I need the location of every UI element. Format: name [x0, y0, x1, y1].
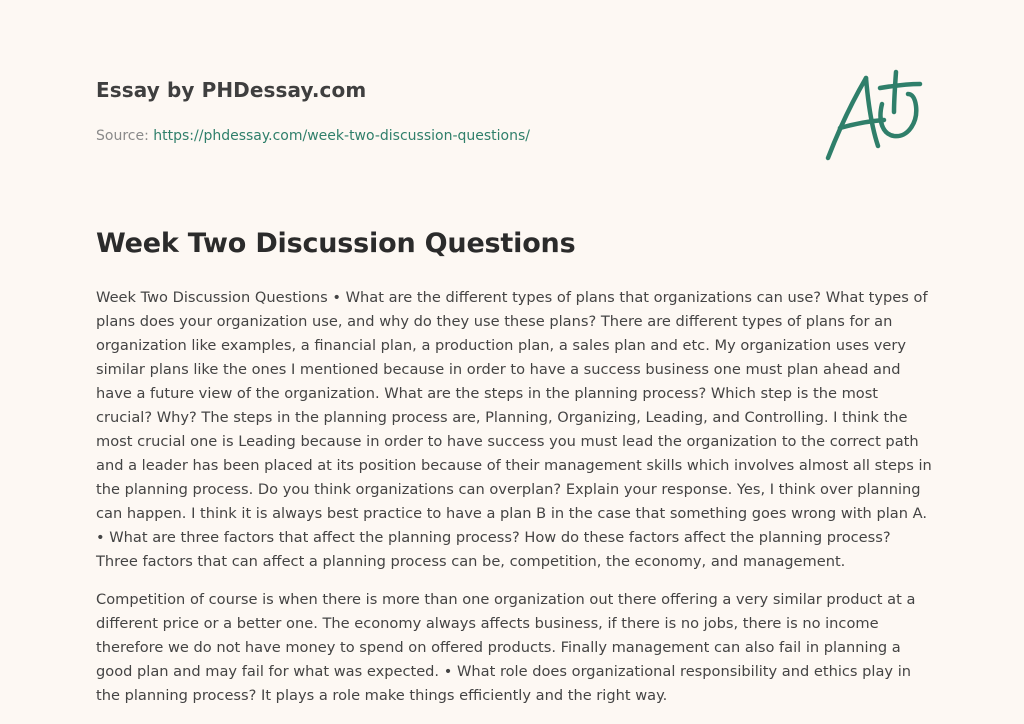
page-header [96, 76, 796, 146]
source-line [96, 126, 796, 146]
page-title: Week Two Discussion Questions [96, 228, 576, 259]
a-plus-logo-icon [818, 66, 930, 166]
essay-paragraph: Competition of course is when there is more than one organization out there offering a very similar product at a different price or a better one. The economy always affects business, if there is no jobs, there is no income therefore we do not have money to spend on offered products. Finally management can also fail in planning a good plan and may fail for what was expected. • What role does organizational responsibility and ethics play in the planning process? It plays a role make things efficiently and the right way. [96, 591, 916, 704]
brand-title: Essay by PHDessay.com [96, 78, 367, 102]
essay-paragraph: Week Two Discussion Questions • What are the different types of plans that organizations can use? What types of plans does your organization use, and why do they use these plans? There are different types of plans for an organization like examples, a financial plan, a production plan, a sales plan and etc. My organization uses very similar plans like the ones I mentioned because in order to have a success business one must plan ahead and have a future view of the organization. What are the steps in the planning process? Which step is the most crucial? Why? The steps in the planning process are, Planning, Organizing, Leading, and Controlling. I think the most crucial one is Leading because in order to have success you must lead the organization to the correct path and a leader has been placed at its position because of their management skills which involves almost all steps in the planning process. Do you think organizations can overplan? Explain your response. Yes, I think over planning can happen. I think it is always best practice to have a plan B in the case that something goes wrong with plan A. • What are three factors that affect the planning process? How do these factors affect the planning process? Three factors that can affect a planning process can be, competition, the economy, and management. [96, 289, 932, 570]
source-label: Source: [96, 128, 154, 144]
source-link[interactable]: https://phdessay.com/week-two-discussion-questions/ [153, 128, 530, 144]
essay-body [96, 286, 932, 722]
